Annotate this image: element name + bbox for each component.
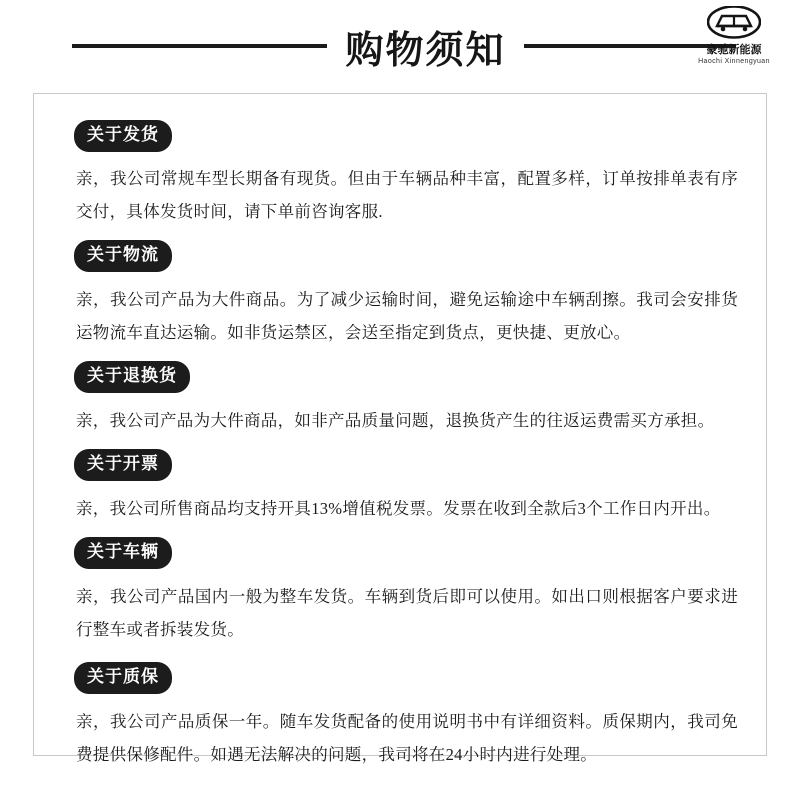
notice-section-invoice — [74, 449, 738, 525]
section-tag: 关于质保 — [74, 662, 172, 694]
section-text: 亲，我公司产品为大件商品，如非产品质量问题，退换货产生的往返运费需买方承担。 — [76, 411, 715, 430]
section-tag: 关于退换货 — [74, 361, 190, 393]
brand-logo — [686, 6, 782, 65]
notice-frame — [33, 93, 767, 764]
title-with-rules — [0, 19, 800, 74]
notice-section-warranty — [74, 662, 738, 771]
section-tag: 关于车辆 — [74, 537, 172, 569]
brand-name: 豪驰新能源 — [706, 43, 762, 56]
title-rule-left — [72, 44, 327, 48]
section-text: 亲，我公司产品为大件商品。为了减少运输时间，避免运输途中车辆刮擦。我司会安排货运物流车直达运输。如非货运禁区，会送至指定到货点，更快捷、更放心。 — [76, 290, 738, 342]
section-text: 亲，我公司产品国内一般为整车发货。车辆到货后即可以使用。如出口则根据客户要求进行整车或者拆装发货。 — [76, 587, 738, 639]
notice-section-logistics — [74, 240, 738, 349]
section-tag: 关于发货 — [74, 120, 172, 152]
page-header — [0, 0, 800, 92]
notice-section-returns — [74, 361, 738, 437]
page-title: 购物须知 — [345, 27, 506, 72]
car-front-logo-icon — [707, 6, 761, 40]
section-text: 亲，我公司所售商品均支持开具13%增值税发票。发票在收到全款后3个工作日内开出。 — [76, 499, 721, 518]
section-tag: 关于物流 — [74, 240, 172, 272]
notice-content — [34, 94, 766, 785]
section-text: 亲，我公司产品质保一年。随车发货配备的使用说明书中有详细资料。质保期内，我司免费提供保修配件。如遇无法解决的问题，我司将在24小时内进行处理。 — [76, 712, 738, 764]
section-tag: 关于开票 — [74, 449, 172, 481]
section-text: 亲，我公司常规车型长期备有现货。但由于车辆品种丰富，配置多样，订单按排单表有序交付，具体发货时间，请下单前咨询客服. — [76, 169, 738, 221]
brand-pinyin: Haochi Xinnengyuan — [698, 58, 770, 65]
notice-section-shipping — [74, 120, 738, 228]
notice-section-vehicle — [74, 537, 738, 646]
